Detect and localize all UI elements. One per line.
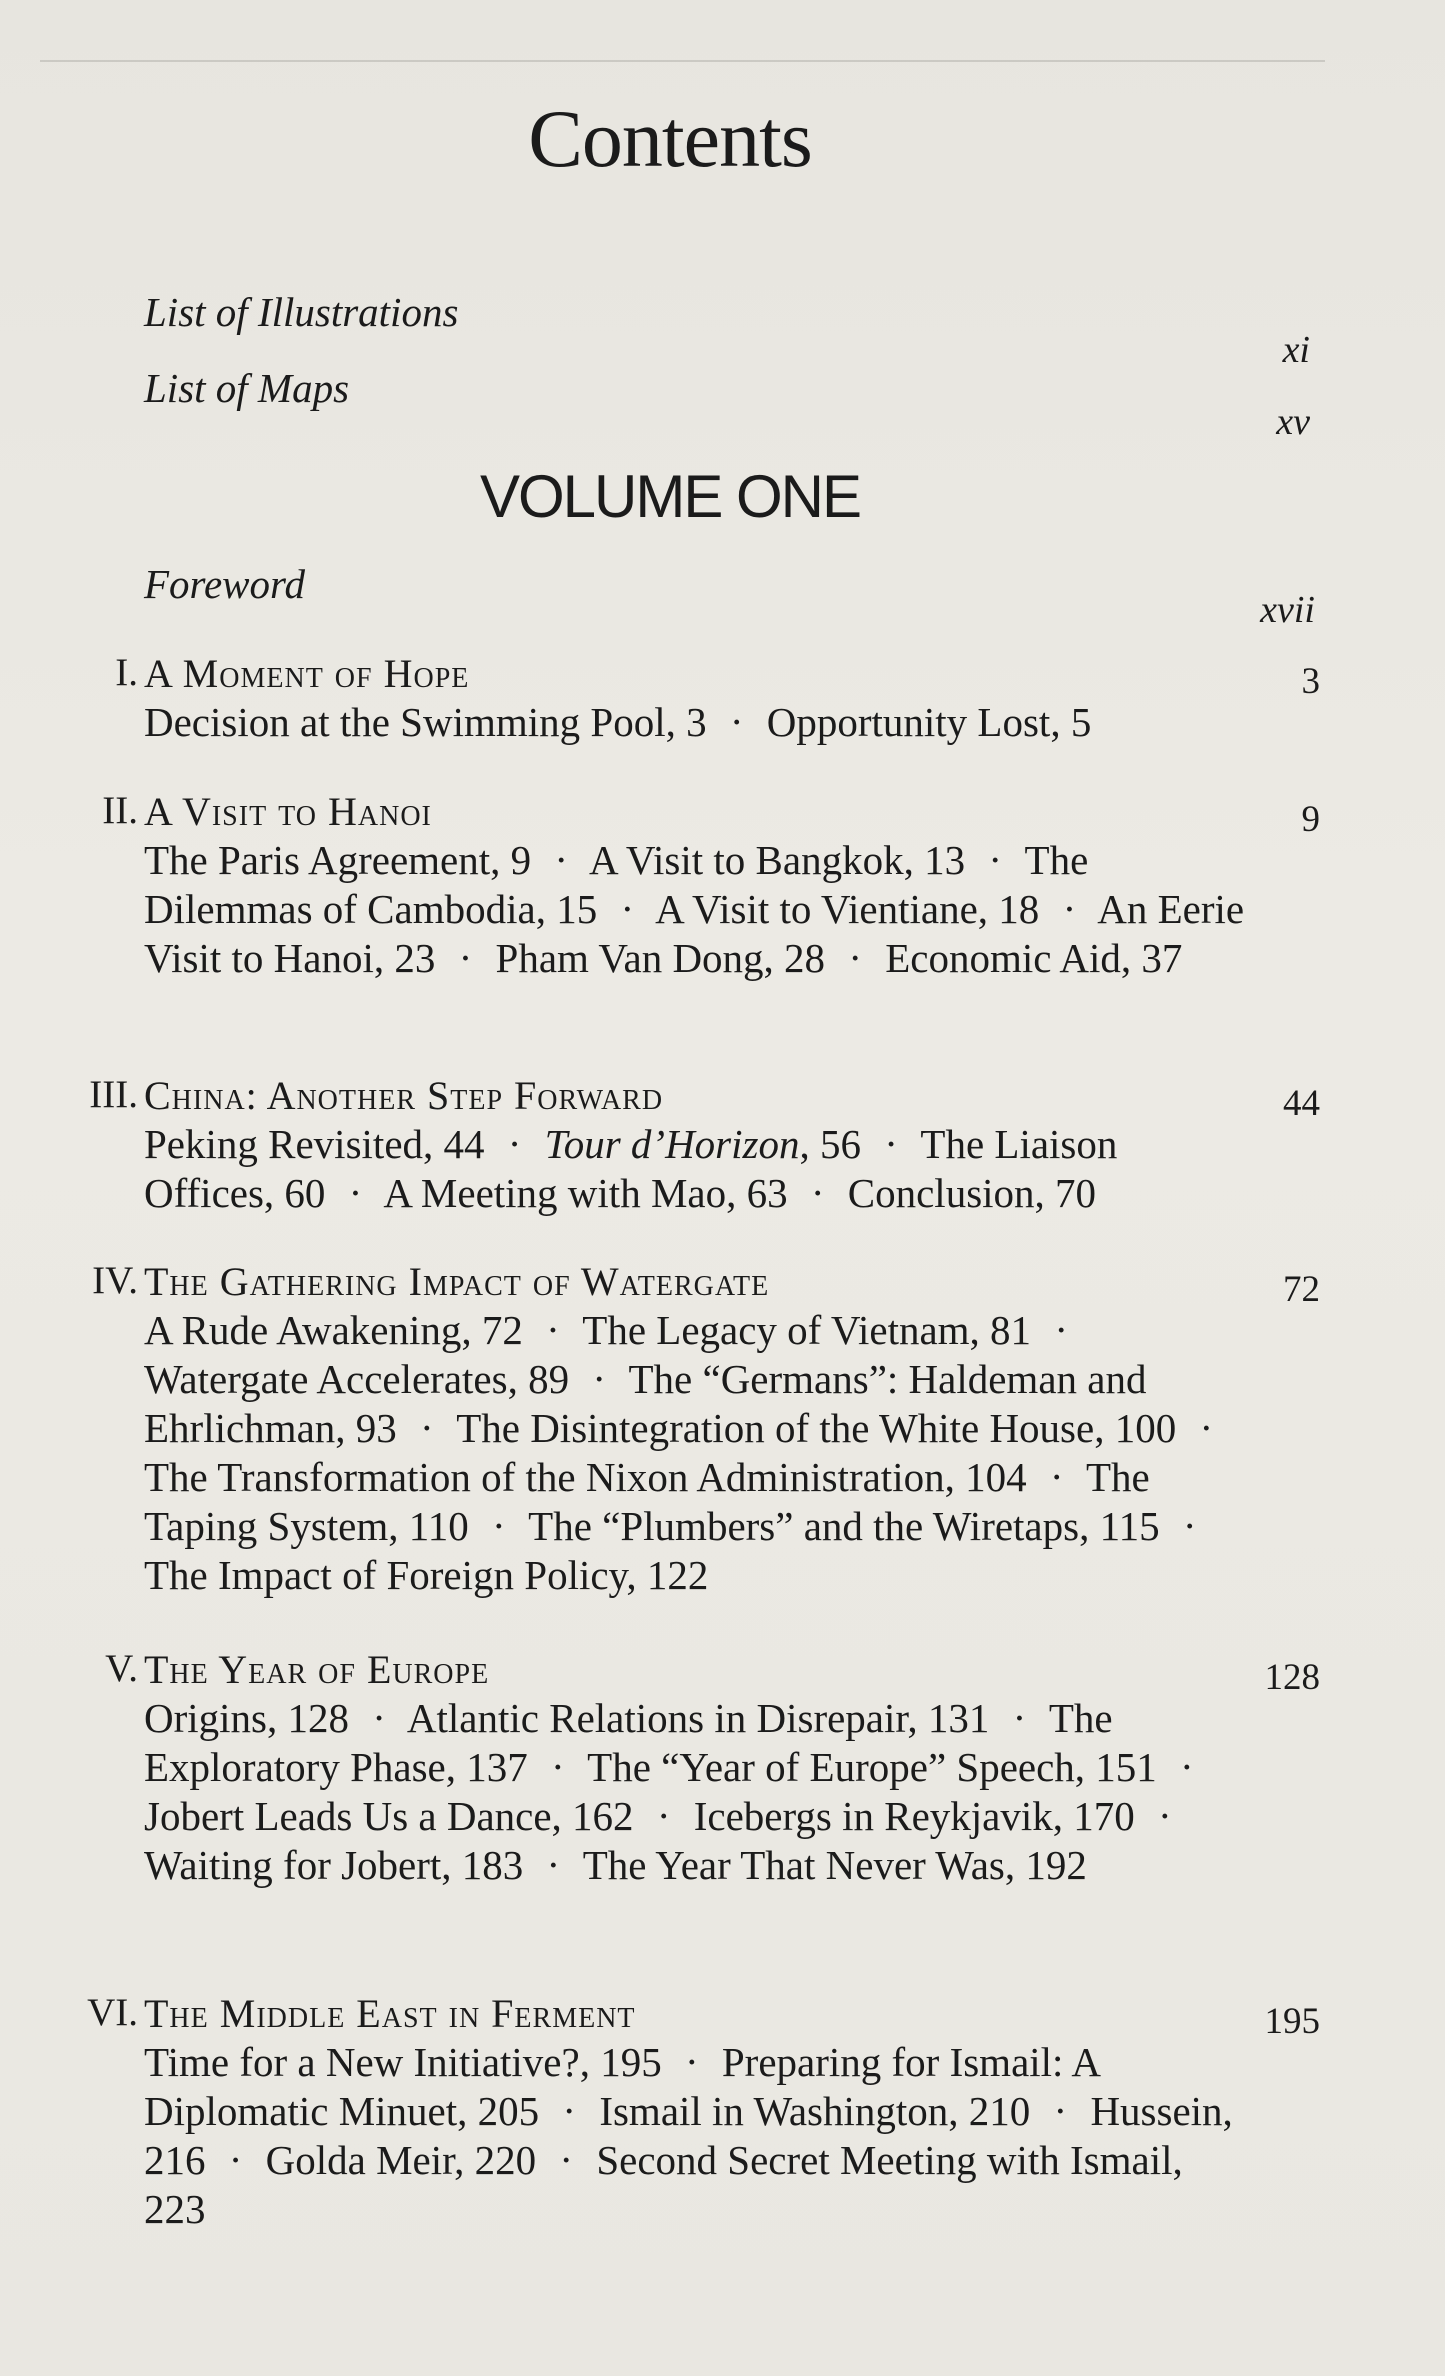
section-entry: Hussein, 216 [144,2088,1233,2183]
section-entry: The Disintegration of the White House, 100 [456,1405,1177,1451]
section-separator: · [1062,886,1077,932]
section-entry: A Meeting with Mao, 63 [383,1170,788,1216]
chapter-title: A Visit to Hanoi [144,789,432,834]
section-entry: Jobert Leads Us a Dance, 162 [144,1793,634,1839]
section-entry: Time for a New Initiative?, 195 [144,2039,662,2085]
chapter-page-number: 44 [1283,1083,1320,1124]
section-entry: The Taping System, 110 [144,1454,1150,1549]
section-separator: · [1180,1744,1194,1790]
list-of-maps-page: xv [1276,401,1310,443]
chapter-numeral: VI. [87,1991,138,2034]
section-entry: The Liaison Offices, 60 [144,1121,1118,1216]
section-separator: · [562,2088,577,2134]
chapter-numeral: II. [102,789,138,832]
section-entry: Second Secret Meeting with Ismail, 223 [144,2137,1183,2232]
list-of-maps-label: List of Maps [144,365,350,411]
section-entry: An Eerie Visit to Hanoi, 23 [144,886,1245,981]
section-separator: · [372,1695,386,1741]
section-entry: Peking Revisited, 44 [144,1121,485,1167]
chapter-page-number: 128 [1264,1657,1320,1698]
section-separator: · [546,1307,560,1353]
chapter-title: China: Another Step Forward [144,1073,664,1118]
section-entry: Ismail in Washington, 210 [599,2088,1031,2134]
section-entry: Golda Meir, 220 [265,2137,537,2183]
section-entry: The Legacy of Vietnam, 81 [582,1307,1032,1353]
section-entry: The Exploratory Phase, 137 [144,1695,1113,1790]
chapter-sections [144,1694,1254,1890]
chapter-title: A Moment of Hope [144,651,470,696]
chapter-page-number: 72 [1283,1269,1320,1310]
section-separator: · [656,1793,671,1839]
section-separator: · [848,935,862,981]
section-separator: · [729,699,744,745]
section-entry: Opportunity Lost, 5 [766,699,1092,745]
section-entry: The Dilemmas of Cambodia, 15 [144,837,1089,932]
section-entry: The “Year of Europe” Speech, 151 [587,1744,1157,1790]
section-entry: Atlantic Relations in Disrepair, 131 [406,1695,990,1741]
foreword-page: xvii [1260,589,1315,631]
section-separator: · [1053,2088,1068,2134]
section-entry: A Visit to Bangkok, 13 [589,837,966,883]
section-separator: · [1182,1503,1197,1549]
section-separator: · [620,886,635,932]
section-entry: Economic Aid, 37 [885,935,1183,981]
section-entry: The Paris Agreement, 9 [144,837,532,883]
page-title: Contents [528,93,812,184]
section-separator: · [1054,1307,1068,1353]
section-separator: · [420,1405,434,1451]
chapter-title: The Gathering Impact of Watergate [144,1259,770,1304]
section-separator: · [810,1170,825,1216]
chapter-sections [144,1120,1254,1218]
chapter-sections [144,2038,1254,2234]
section-entry: Conclusion, 70 [847,1170,1097,1216]
section-entry: The Impact of Foreign Policy, 122 [144,1552,709,1598]
foreword-label: Foreword [144,561,305,607]
chapter-numeral: I. [115,651,138,694]
chapter-page-number: 9 [1301,799,1320,840]
section-separator: · [492,1503,506,1549]
section-entry: The “Germans”: Haldeman and Ehrlichman, 93 [144,1356,1147,1451]
section-entry: Pham Van Dong, 28 [495,935,826,981]
section-separator: · [884,1121,898,1167]
section-separator: · [1012,1695,1027,1741]
volume-heading: VOLUME ONE [479,463,861,530]
section-separator: · [1158,1793,1172,1839]
chapter-numeral: III. [89,1073,138,1116]
list-of-illustrations-page: xi [1282,329,1310,371]
section-entry: The “Plumbers” and the Wiretaps, 115 [528,1503,1160,1549]
chapter-sections [144,1306,1254,1600]
chapter-page-number: 195 [1264,2001,1320,2042]
chapter-title: The Middle East in Ferment [144,1991,636,2036]
section-separator: · [458,935,473,981]
section-entry: The Year That Never Was, 192 [582,1842,1087,1888]
section-separator: · [592,1356,606,1402]
chapter-sections [144,698,1254,747]
section-separator: · [988,837,1003,883]
section-separator: · [348,1170,363,1216]
section-separator: · [684,2039,699,2085]
section-entry: Waiting for Jobert, 183 [144,1842,524,1888]
list-of-illustrations-label: List of Illustrations [144,289,459,335]
chapter-sections [144,836,1254,983]
section-entry: Decision at the Swimming Pool, 3 [144,699,707,745]
section-entry: A Visit to Vientiane, 18 [655,886,1040,932]
section-entry: Watergate Accelerates, 89 [144,1356,570,1402]
section-entry: A Rude Awakening, 72 [144,1307,523,1353]
header-rule [40,60,1325,62]
section-entry: Icebergs in Reykjavik, 170 [693,1793,1135,1839]
section-entry: The Transformation of the Nixon Administration, 104 [144,1454,1027,1500]
section-entry: Origins, 128 [144,1695,349,1741]
chapter-page-number: 3 [1301,661,1320,702]
section-separator: · [550,1744,565,1790]
section-separator: · [507,1121,522,1167]
section-separator: · [559,2137,574,2183]
chapter-numeral: IV. [92,1259,138,1302]
section-separator: · [228,2137,243,2183]
chapter-title: The Year of Europe [144,1647,490,1692]
section-separator: · [1199,1405,1214,1451]
section-separator: · [546,1842,561,1888]
chapter-numeral: V. [105,1647,138,1690]
section-separator: · [554,837,569,883]
section-separator: · [1049,1454,1064,1500]
section-entry: Tour d’Horizon, 56 [544,1121,861,1167]
section-entry: Preparing for Ismail: A Diplomatic Minuet, 205 [144,2039,1099,2134]
